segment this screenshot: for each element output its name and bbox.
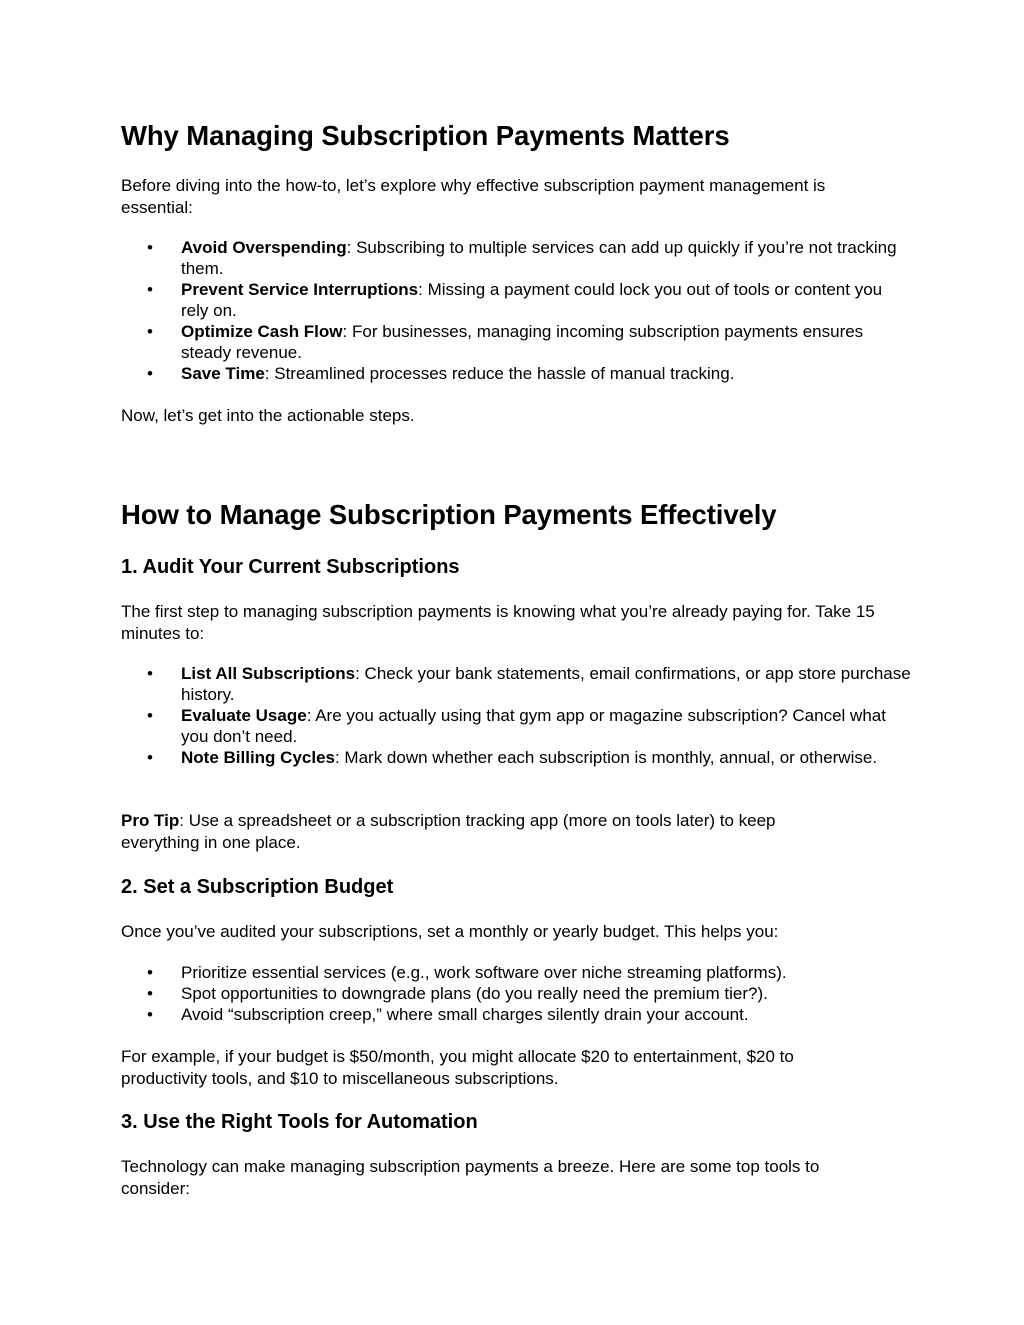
list-item: • Prioritize essential services (e.g., work software over niche streaming platforms). <box>121 962 911 983</box>
bullet-term: Avoid Overspending <box>181 238 347 257</box>
list-item <box>121 705 911 747</box>
list-item <box>121 663 911 705</box>
list-item <box>121 237 911 279</box>
bullet-text: : Streamlined processes reduce the hassle of manual tracking. <box>264 364 735 383</box>
bullet-term: Note Billing Cycles <box>181 748 335 767</box>
step2-intro: Once you’ve audited your subscriptions, set a monthly or yearly budget. This helps you: <box>121 922 779 941</box>
pro-tip-text: : Use a spreadsheet or a subscription tracking app (more on tools later) to keep everything in one place. <box>121 811 776 852</box>
audit-list <box>121 663 911 768</box>
bullet-text: : Mark down whether each subscription is monthly, annual, or otherwise. <box>334 748 878 767</box>
bullet-text: : Subscribing to multiple services can add up quickly if you’re not tracking them. <box>181 238 897 278</box>
list-item <box>121 321 911 363</box>
list-item <box>121 747 911 768</box>
pro-tip-label: Pro Tip <box>121 811 180 830</box>
list-item: • Avoid “subscription creep,” where small charges silently drain your account. <box>121 1004 911 1025</box>
section-title-why: Why Managing Subscription Payments Matters <box>121 120 730 151</box>
bullet-term: Prevent Service Interruptions <box>181 280 419 299</box>
step1-intro: The first step to managing subscription payments is knowing what you’re already paying for. Take 15 minutes to: <box>121 602 875 643</box>
pro-tip <box>121 810 841 854</box>
bullet-term: List All Subscriptions <box>181 664 356 683</box>
bullet-text: : For businesses, managing incoming subscription payments ensures steady revenue. <box>181 322 864 362</box>
bullet-term: Save Time <box>181 364 265 383</box>
list-item: • Spot opportunities to downgrade plans (do you really need the premium tier?). <box>121 983 911 1004</box>
section-intro: Before diving into the how-to, let’s explore why effective subscription payment management is essential: <box>121 176 826 217</box>
bullet-text: : Check your bank statements, email confirmations, or app store purchase history. <box>181 664 911 704</box>
budget-example: For example, if your budget is $50/month, you might allocate $20 to entertainment, $20 to productivity tools, and $10 to miscellaneous subscriptions. <box>121 1047 794 1088</box>
list-item <box>121 279 911 321</box>
bullet-text: : Are you actually using that gym app or magazine subscription? Cancel what you don’t need. <box>181 706 886 746</box>
bullet-text: : Missing a payment could lock you out of tools or content you rely on. <box>181 280 883 320</box>
step2-heading: 2. Set a Subscription Budget <box>121 876 394 898</box>
section-outro: Now, let’s get into the actionable steps. <box>121 406 415 425</box>
benefits-list <box>121 237 911 384</box>
bullet-term: Optimize Cash Flow <box>181 322 343 341</box>
section-title-how: How to Manage Subscription Payments Effectively <box>121 499 777 530</box>
list-item <box>121 363 911 384</box>
step3-intro: Technology can make managing subscription payments a breeze. Here are some top tools to consider: <box>121 1157 820 1198</box>
step3-heading: 3. Use the Right Tools for Automation <box>121 1111 478 1133</box>
budget-list <box>121 962 911 1025</box>
step1-heading: 1. Audit Your Current Subscriptions <box>121 556 460 578</box>
bullet-term: Evaluate Usage <box>181 706 307 725</box>
